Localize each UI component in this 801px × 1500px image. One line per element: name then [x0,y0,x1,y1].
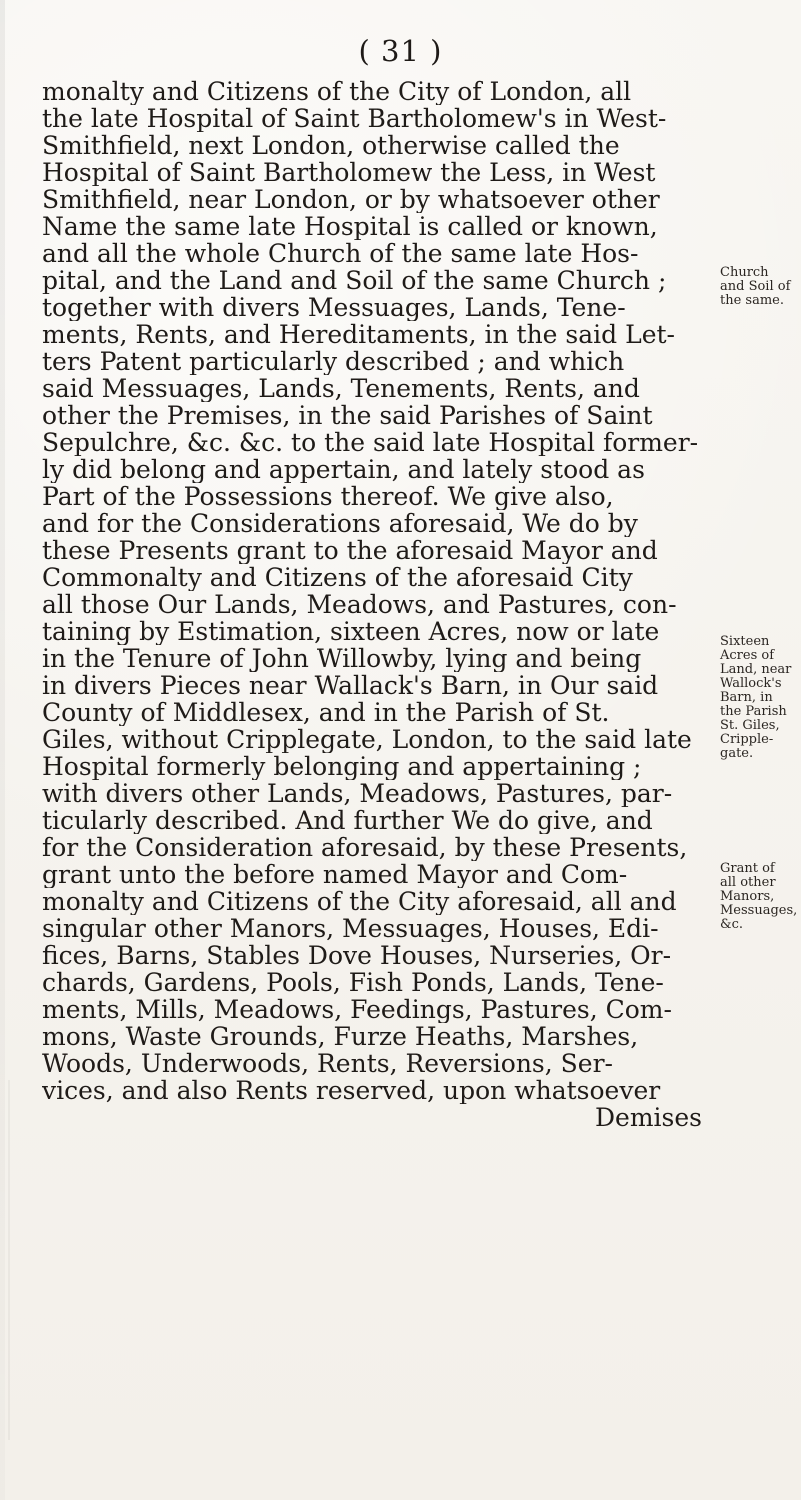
text-line-13: other the Premises, in the said Parishes of Saint [42,402,653,429]
text-line-6: Name the same late Hospital is called or known, [42,213,658,240]
page-number: ( 31 ) [358,34,443,68]
margin-note-acres-line-6: the Parish [720,704,787,719]
text-line-11: ters Patent particularly described ; and which [42,348,625,375]
margin-note-grant-line-5: &c. [720,917,743,932]
text-line-34: chards, Gardens, Pools, Fish Ponds, Lands, Tene- [42,969,664,996]
margin-note-acres [720,635,794,761]
text-line-17: and for the Considerations aforesaid, We do by [42,510,638,537]
page-shadow-line [8,1080,10,1440]
text-line-15: ly did belong and appertain, and lately stood as [42,456,645,483]
text-line-18: these Presents grant to the aforesaid Mayor and [42,537,658,564]
text-line-28: ticularly described. And further We do give, and [42,807,653,834]
page-edge [0,0,5,1500]
text-line-25: Giles, without Cripplegate, London, to the said late [42,726,692,753]
text-line-8: pital, and the Land and Soil of the same Church ; [42,267,667,294]
text-line-1: monalty and Citizens of the City of London, all [42,78,632,105]
text-line-37: Woods, Underwoods, Rents, Reversions, Ser- [42,1050,613,1077]
text-line-7: and all the whole Church of the same late Hos- [42,240,639,267]
text-line-2: the late Hospital of Saint Bartholomew's in West- [42,105,667,132]
text-line-16: Part of the Possessions thereof. We give also, [42,483,614,510]
text-line-26: Hospital formerly belonging and appertaining ; [42,753,642,780]
main-text-block [42,78,718,1131]
margin-note-church [720,266,794,308]
margin-notes [720,0,798,1500]
margin-note-acres-line-3: Land, near [720,662,792,677]
text-line-20: all those Our Lands, Meadows, and Pastures, con- [42,591,677,618]
text-line-24: County of Middlesex, and in the Parish of St. [42,699,610,726]
text-line-9: together with divers Messuages, Lands, Tene- [42,294,626,321]
margin-note-church-line-3: the same. [720,293,784,308]
margin-note-grant-line-1: Grant of [720,861,775,876]
margin-note-acres-line-5: Barn, in [720,690,773,705]
text-line-4: Hospital of Saint Bartholomew the Less, in West [42,159,656,186]
margin-note-grant [720,861,798,932]
text-line-27: with divers other Lands, Meadows, Pastures, par- [42,780,673,807]
margin-note-acres-line-2: Acres of [720,648,775,663]
margin-note-acres-line-7: St. Giles, [720,718,780,733]
margin-note-church-line-1: Church [720,265,769,280]
text-line-10: ments, Rents, and Hereditaments, in the said Let- [42,321,675,348]
margin-note-acres-line-4: Wallock's [720,676,782,691]
text-line-23: in divers Pieces near Wallack's Barn, in Our said [42,672,659,699]
text-line-3: Smithfield, next London, otherwise called the [42,132,620,159]
text-line-5: Smithfield, near London, or by whatsoever other [42,186,660,213]
margin-note-grant-line-2: all other [720,875,776,890]
text-line-32: singular other Manors, Messuages, Houses, Edi- [42,915,659,942]
text-line-38: vices, and also Rents reserved, upon whatsoever [42,1077,661,1104]
margin-note-grant-line-3: Manors, [720,889,775,904]
text-line-12: said Messuages, Lands, Tenements, Rents, and [42,375,640,402]
text-line-29: for the Consideration aforesaid, by these Presents, [42,834,688,861]
catchword: Demises [595,1104,702,1131]
text-line-31: monalty and Citizens of the City aforesaid, all and [42,888,677,915]
text-line-30: grant unto the before named Mayor and Com- [42,861,628,888]
margin-note-acres-line-8: Cripple- [720,732,774,747]
text-line-19: Commonalty and Citizens of the aforesaid City [42,564,633,591]
margin-note-church-line-2: and Soil of [720,279,791,294]
text-line-21: taining by Estimation, sixteen Acres, now or late [42,618,660,645]
text-line-14: Sepulchre, &c. &c. to the said late Hospital former- [42,429,699,456]
margin-note-grant-line-4: Messuages, [720,903,798,918]
text-line-33: fices, Barns, Stables Dove Houses, Nurseries, Or- [42,942,672,969]
margin-note-acres-line-1: Sixteen [720,634,770,649]
text-line-36: mons, Waste Grounds, Furze Heaths, Marshes, [42,1023,639,1050]
text-line-35: ments, Mills, Meadows, Feedings, Pastures, Com- [42,996,672,1023]
text-line-22: in the Tenure of John Willowby, lying and being [42,645,642,672]
margin-note-acres-line-9: gate. [720,746,754,761]
